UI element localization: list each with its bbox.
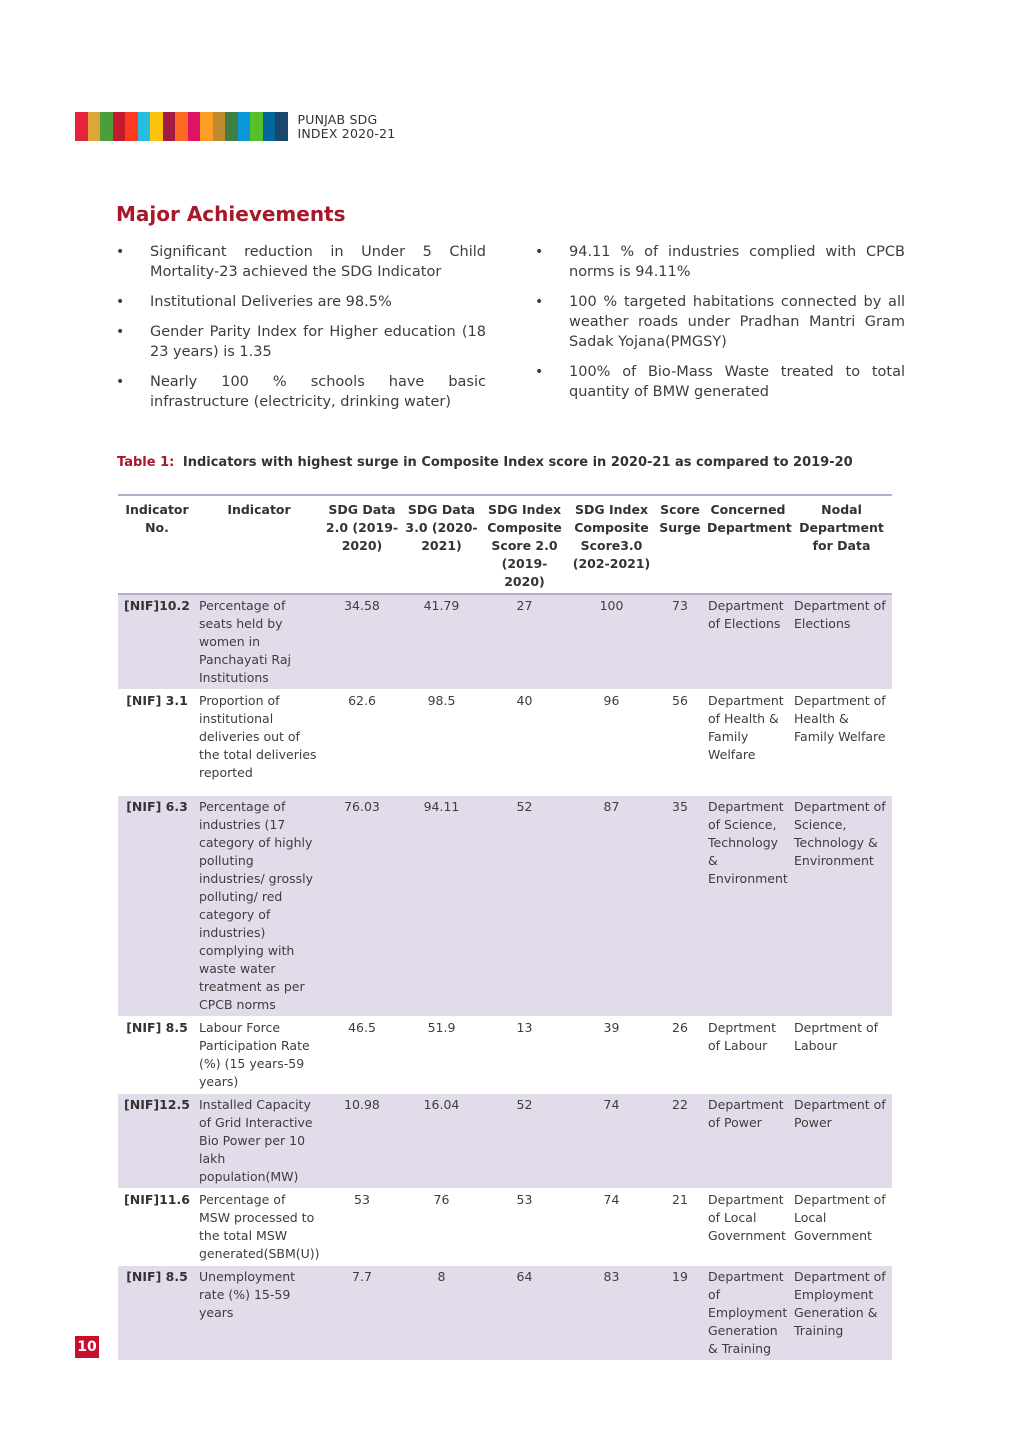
table-row (118, 796, 892, 1017)
table-cell: Percentage of industries (17 category of highly polluting industries/ grossly polluting/ red category of industries) complying with waste water treatment as per CPCB norms (196, 796, 322, 1017)
sdg-color-strip (75, 112, 288, 141)
achievements-right-list (535, 242, 905, 412)
column-header: Indicator (196, 495, 322, 594)
table-cell: 39 (568, 1017, 655, 1094)
table-caption (117, 455, 853, 470)
column-header: Score Surge (655, 495, 705, 594)
bullet-dot-icon: • (535, 244, 544, 260)
color-strip-segment (275, 112, 288, 141)
color-strip-segment (188, 112, 201, 141)
color-strip-segment (263, 112, 276, 141)
table-row (118, 594, 892, 690)
achievements-left-list (116, 242, 486, 422)
color-strip-segment (200, 112, 213, 141)
color-strip-segment (88, 112, 101, 141)
color-strip-segment (250, 112, 263, 141)
column-header: SDG Data 3.0 (2020-2021) (402, 495, 481, 594)
table-cell: 73 (655, 594, 705, 690)
indicators-table (118, 494, 892, 1361)
table-row (118, 690, 892, 785)
section-title: Major Achievements (116, 202, 346, 226)
table-caption-text: Indicators with highest surge in Composite Index score in 2020-21 as compared to 2019-20 (182, 455, 853, 470)
table-cell: 13 (481, 1017, 568, 1094)
table-cell: [NIF]11.6 (118, 1189, 196, 1266)
achievement-text: Nearly 100 % schools have basic infrastructure (electricity, drinking water) (150, 374, 486, 410)
bullet-dot-icon: • (116, 244, 125, 260)
table-cell: 74 (568, 1094, 655, 1189)
table-cell: Deprtment of Labour (705, 1017, 791, 1094)
table-cell: [NIF]12.5 (118, 1094, 196, 1189)
table-cell: [NIF] 6.3 (118, 796, 196, 1017)
table-cell: 51.9 (402, 1017, 481, 1094)
table-cell: 16.04 (402, 1094, 481, 1189)
table-cell: Department of Power (705, 1094, 791, 1189)
table-cell: Labour Force Participation Rate (%) (15 years-59 years) (196, 1017, 322, 1094)
table-cell: Department of Employment Generation & Training (705, 1266, 791, 1361)
table-row (118, 1094, 892, 1189)
table-body (118, 594, 892, 1361)
table-cell: Installed Capacity of Grid Interactive Bio Power per 10 lakh population(MW) (196, 1094, 322, 1189)
color-strip-segment (213, 112, 226, 141)
table-cell: 76.03 (322, 796, 402, 1017)
table-cell: 40 (481, 690, 568, 785)
color-strip-segment (225, 112, 238, 141)
bullet-dot-icon: • (116, 294, 125, 310)
table-cell: Percentage of MSW processed to the total MSW generated(SBM(U)) (196, 1189, 322, 1266)
table-cell: Department of Elections (791, 594, 892, 690)
table-cell: 94.11 (402, 796, 481, 1017)
table-cell: 52 (481, 1094, 568, 1189)
table-row (118, 1189, 892, 1266)
table-cell: 96 (568, 690, 655, 785)
bullet-dot-icon: • (535, 364, 544, 380)
achievement-item (535, 242, 905, 282)
table-cell: 62.6 (322, 690, 402, 785)
table-cell: 76 (402, 1189, 481, 1266)
color-strip-segment (125, 112, 138, 141)
table-cell: 46.5 (322, 1017, 402, 1094)
table-cell: 22 (655, 1094, 705, 1189)
table-cell: 64 (481, 1266, 568, 1361)
table-cell: Unemployment rate (%) 15-59 years (196, 1266, 322, 1361)
color-strip-segment (138, 112, 151, 141)
table-cell: 7.7 (322, 1266, 402, 1361)
table-cell: 41.79 (402, 594, 481, 690)
table-cell: 35 (655, 796, 705, 1017)
table-cell: [NIF] 3.1 (118, 690, 196, 785)
table-row (118, 1017, 892, 1094)
table-header-row (118, 495, 892, 594)
table-cell: 52 (481, 796, 568, 1017)
table-cell: Department of Science, Technology & Environment (791, 796, 892, 1017)
table-cell: Proportion of institutional deliveries out of the total deliveries reported (196, 690, 322, 785)
achievement-item (116, 372, 486, 412)
table-cell: Department of Employment Generation & Training (791, 1266, 892, 1361)
table-cell: 21 (655, 1189, 705, 1266)
bullet-dot-icon: • (116, 324, 125, 340)
achievement-text: 94.11 % of industries complied with CPCB norms is 94.11% (569, 244, 905, 280)
color-strip-segment (163, 112, 176, 141)
table-cell: Department of Science, Technology & Environment (705, 796, 791, 1017)
column-header: SDG Data 2.0 (2019-2020) (322, 495, 402, 594)
page-header (75, 112, 395, 141)
table-cell: [NIF] 8.5 (118, 1017, 196, 1094)
achievement-text: 100 % targeted habitations connected by all weather roads under Pradhan Mantri Gram Sadak Yojana(PMGSY) (569, 294, 905, 350)
column-header: SDG Index Composite Score 2.0 (2019-2020) (481, 495, 568, 594)
table-cell: Department of Health & Family Welfare (705, 690, 791, 785)
bullet-dot-icon: • (116, 374, 125, 390)
color-strip-segment (113, 112, 126, 141)
table-cell: [NIF]10.2 (118, 594, 196, 690)
color-strip-segment (238, 112, 251, 141)
row-spacer-cell (118, 785, 892, 796)
achievement-text: Significant reduction in Under 5 Child Mortality-23 achieved the SDG Indicator (150, 244, 486, 280)
table-row (118, 1266, 892, 1361)
table-cell: Department of Local Government (705, 1189, 791, 1266)
table-cell: 53 (481, 1189, 568, 1266)
table-cell: Deprtment of Labour (791, 1017, 892, 1094)
table-caption-label: Table 1: (117, 455, 175, 470)
achievement-item (116, 322, 486, 362)
table-cell: 27 (481, 594, 568, 690)
color-strip-segment (175, 112, 188, 141)
row-spacer (118, 785, 892, 796)
table-cell: 56 (655, 690, 705, 785)
header-line-1: PUNJAB SDG (297, 111, 378, 127)
table-cell: 83 (568, 1266, 655, 1361)
header-title (298, 113, 396, 141)
table-cell: 87 (568, 796, 655, 1017)
table-cell: Department of Elections (705, 594, 791, 690)
table-cell: Department of Local Government (791, 1189, 892, 1266)
color-strip-segment (150, 112, 163, 141)
achievement-item (116, 242, 486, 282)
table-cell: 10.98 (322, 1094, 402, 1189)
table-cell: [NIF] 8.5 (118, 1266, 196, 1361)
achievement-item (116, 292, 486, 312)
table-cell: Department of Power (791, 1094, 892, 1189)
table-cell: 53 (322, 1189, 402, 1266)
table-cell: 34.58 (322, 594, 402, 690)
table-cell: 98.5 (402, 690, 481, 785)
table-cell: Department of Health & Family Welfare (791, 690, 892, 785)
table-cell: Percentage of seats held by women in Panchayati Raj Institutions (196, 594, 322, 690)
table-cell: 74 (568, 1189, 655, 1266)
table-cell: 8 (402, 1266, 481, 1361)
table-cell: 100 (568, 594, 655, 690)
achievement-item (535, 292, 905, 352)
column-header: SDG Index Composite Score3.0 (202-2021) (568, 495, 655, 594)
achievement-item (535, 362, 905, 402)
page-number: 10 (75, 1336, 99, 1358)
column-header: Indicator No. (118, 495, 196, 594)
column-header: Nodal Department for Data (791, 495, 892, 594)
bullet-dot-icon: • (535, 294, 544, 310)
header-line-2: INDEX 2020-21 (297, 125, 396, 141)
color-strip-segment (100, 112, 113, 141)
achievement-text: Gender Parity Index for Higher education (18 23 years) is 1.35 (150, 324, 486, 360)
column-header: Concerned Department (705, 495, 791, 594)
table-cell: 19 (655, 1266, 705, 1361)
indicators-table-wrap (118, 494, 892, 1361)
table-cell: 26 (655, 1017, 705, 1094)
achievement-text: Institutional Deliveries are 98.5% (150, 294, 392, 310)
color-strip-segment (75, 112, 88, 141)
achievement-text: 100% of Bio-Mass Waste treated to total quantity of BMW generated (569, 364, 905, 400)
